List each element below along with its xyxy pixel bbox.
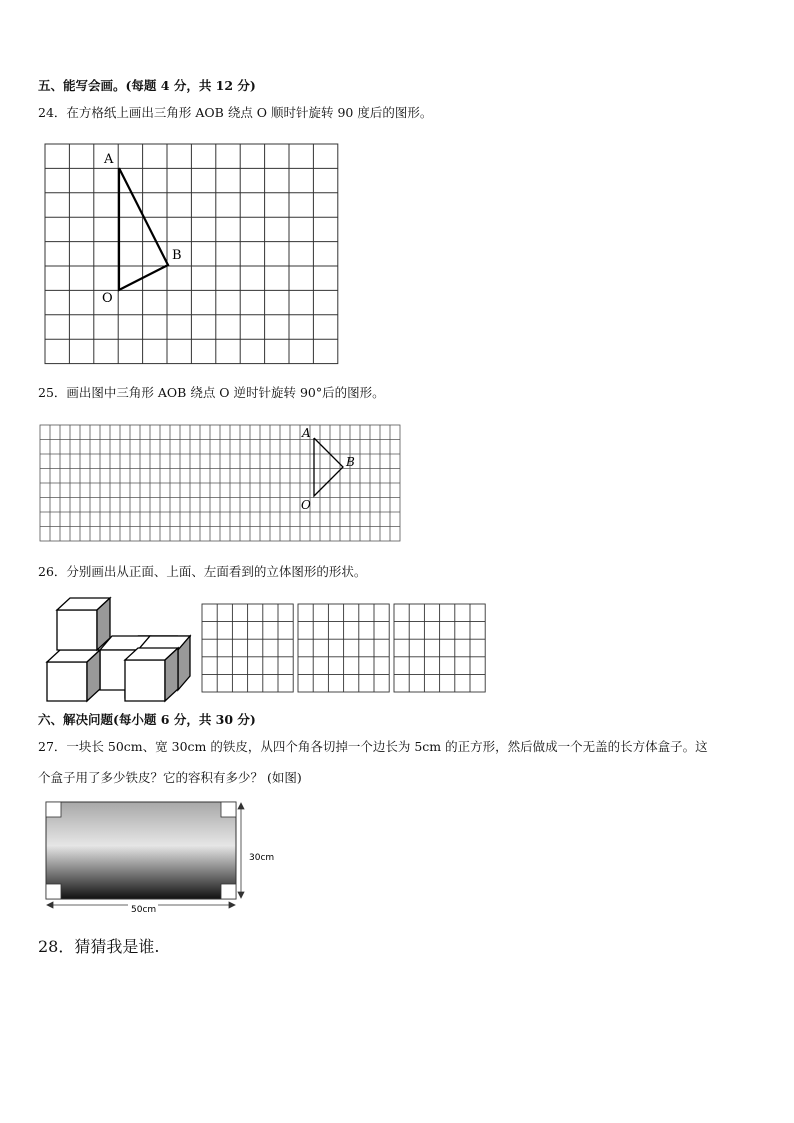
corner-square-top-left [46, 802, 61, 817]
q25-label-b: B [346, 455, 355, 469]
q25-label-a: A [302, 426, 311, 440]
q24-grid [45, 144, 338, 364]
q27-sheet-figure [46, 802, 274, 915]
q24-label-o: O [102, 291, 113, 306]
question-24-text: 24．在方格纸上画出三角形 AOB 绕点 O 顺时针旋转 90 度后的图形。 [38, 105, 433, 120]
q27-width-label: 50cm [131, 905, 157, 915]
corner-square-bottom-left [46, 884, 61, 899]
q26-left-view-grid [394, 604, 485, 692]
question-28-text: 28．猜猜我是谁. [38, 937, 160, 956]
q26-cube-figure [47, 598, 191, 701]
q24-triangle [119, 168, 168, 290]
q27-height-label: 30cm [249, 853, 275, 863]
question-27-text-line1: 27．一块长 50cm、宽 30cm 的铁皮，从四个角各切掉一个边长为 5cm 的正方形，然后做成一个无盖的长方体盒子。这 [38, 739, 708, 754]
section-6-heading: 六、解决问题(每小题 6 分，共 30 分) [38, 712, 256, 727]
corner-square-top-right [221, 802, 236, 817]
q25-triangle [314, 438, 343, 496]
q26-top-view-grid [298, 604, 389, 692]
q25-label-o: O [301, 498, 311, 512]
q27-height-arrow [238, 803, 244, 898]
q24-label-b: B [172, 248, 182, 263]
q24-label-a: A [104, 152, 114, 167]
question-27-text-line2: 个盒子用了多少铁皮？它的容积有多少？ (如图) [38, 770, 302, 785]
q26-front-view-grid [202, 604, 293, 692]
section-5-heading: 五、能写会画。(每题 4 分，共 12 分) [38, 78, 256, 93]
question-25-text: 25．画出图中三角形 AOB 绕点 O 逆时针旋转 90°后的图形。 [38, 385, 385, 400]
q25-grid [40, 425, 400, 541]
corner-square-bottom-right [221, 884, 236, 899]
q25-triangle-aob [314, 438, 343, 496]
q24-triangle-aob [119, 168, 168, 290]
question-26-text: 26．分别画出从正面、上面、左面看到的立体图形的形状。 [38, 564, 367, 579]
